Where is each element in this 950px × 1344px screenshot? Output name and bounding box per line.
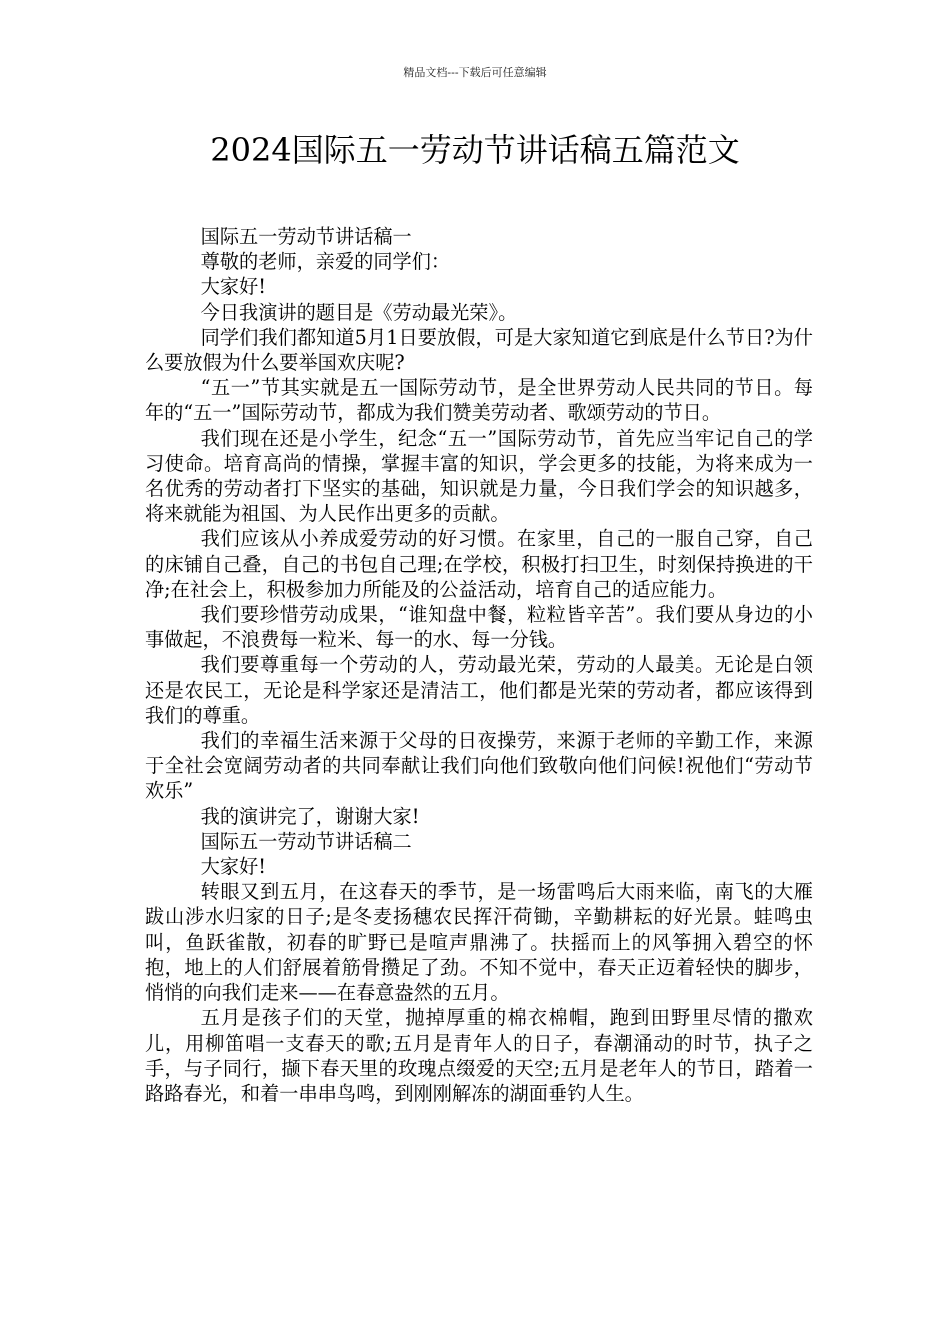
document-body — [145, 224, 813, 1106]
paragraph: 我们要尊重每一个劳动的人，劳动最光荣，劳动的人最美。无论是白领还是农民工，无论是科学家还是清洁工，他们都是光荣的劳动者，都应该得到我们的尊重。 — [145, 653, 813, 727]
paragraph: 同学们我们都知道5月1日要放假，可是大家知道它到底是什么节日?为什么要放假为什么要举国欢庆呢? — [145, 325, 813, 375]
page-header-note: 精品文档---下载后可任意编辑 — [403, 66, 547, 79]
paragraph: 五月是孩子们的天堂，抛掉厚重的棉衣棉帽，跑到田野里尽情的撒欢儿，用柳笛唱一支春天的歌;五月是青年人的日子，春潮涌动的时节，执子之手，与子同行，撷下春天里的玫瑰点缀爱的天空;五月是老年人的节日，踏着一路路春光，和着一串串鸟鸣，到刚刚解冻的湖面垂钓人生。 — [145, 1006, 813, 1105]
paragraph: “五一”节其实就是五一国际劳动节，是全世界劳动人民共同的节日。每年的“五一”国际劳动节，都成为我们赞美劳动者、歌颂劳动的节日。 — [145, 376, 813, 425]
paragraph: 我们的幸福生活来源于父母的日夜操劳，来源于老师的辛勤工作，来源于全社会宽阔劳动者的共同奉献让我们向他们致敬向他们问候!祝他们“劳动节欢乐” — [145, 729, 813, 803]
paragraph: 我们现在还是小学生，纪念“五一”国际劳动节，首先应当牢记自己的学习使命。培育高尚的情操，掌握丰富的知识，学会更多的技能，为将来成为一名优秀的劳动者打下坚实的基础，知识就是力量，今日我们学会的知识越多，将来就能为祖国、为人民作出更多的贡献。 — [145, 426, 813, 526]
greeting: 大家好! — [200, 275, 266, 299]
closing-line: 我的演讲完了，谢谢大家! — [200, 804, 420, 828]
speech-topic: 今日我演讲的题目是《劳动最光荣》。 — [200, 300, 518, 324]
paragraph: 我们应该从小养成爱劳动的好习惯。在家里，自己的一服自己穿，自己的床铺自己叠，自己的书包自己理;在学校，积极打扫卫生，时刻保持换进的干净;在社会上，积极参加力所能及的公益活动，培育自己的适应能力。 — [145, 527, 813, 601]
section-heading-1: 国际五一劳动节讲话稿一 — [200, 225, 412, 248]
paragraph: 我们要珍惜劳动成果，“谁知盘中餐，粒粒皆辛苦”。我们要从身边的小事做起，不浪费每一粒米、每一的水、每一分钱。 — [145, 603, 813, 652]
greeting: 大家好! — [200, 855, 266, 879]
section-heading-2: 国际五一劳动节讲话稿二 — [200, 829, 412, 853]
document-title: 2024国际五一劳动节讲话稿五篇范文 — [210, 131, 740, 169]
paragraph: 转眼又到五月，在这春天的季节，是一场雷鸣后大雨来临，南飞的大雁跋山涉水归家的日子;是冬麦扬穗农民挥汗荷锄，辛勤耕耘的好光景。蛙鸣虫叫，鱼跃雀散，初春的旷野已是喧声鼎沸了。扶摇而上的风筝拥入碧空的怀抱，地上的人们舒展着筋骨攒足了劲。不知不觉中，春天正迈着轻快的脚步，悄悄的向我们走来——在春意盎然的五月。 — [145, 880, 813, 1005]
salutation: 尊敬的老师，亲爱的同学们： — [200, 250, 451, 274]
